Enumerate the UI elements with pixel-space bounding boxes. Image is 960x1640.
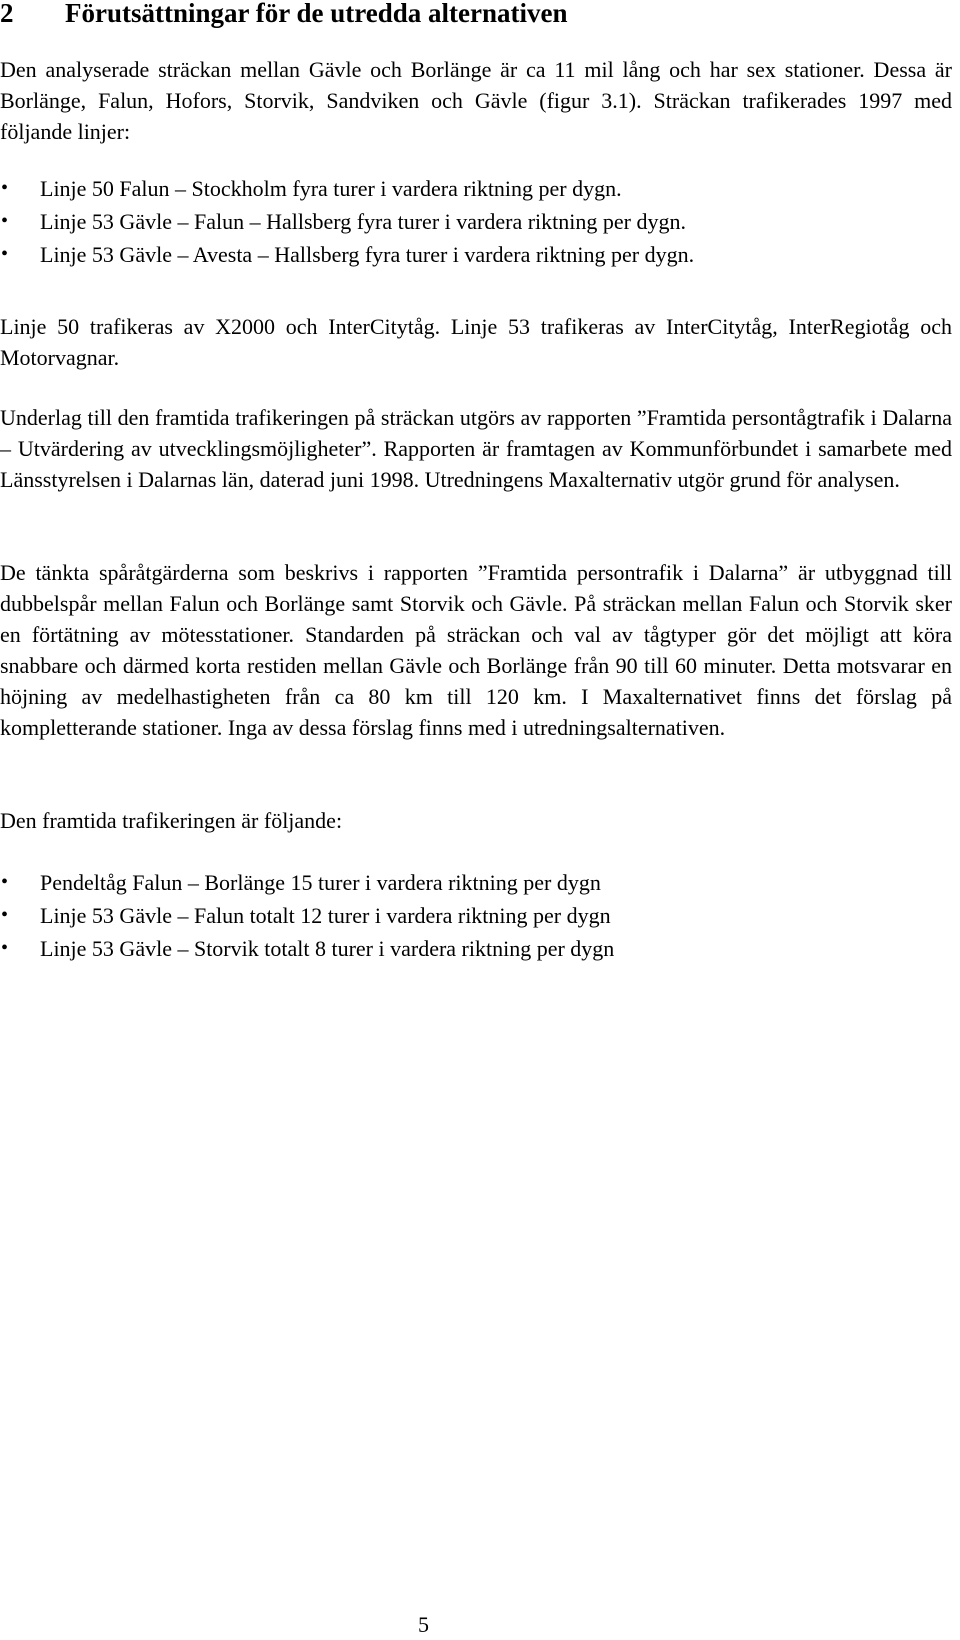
intro-paragraph: Den analyserade sträckan mellan Gävle och Borlänge är ca 11 mil lång och har sex stationer. Dessa är Borlänge, Falun, Hofors, Storvik, Sandviken och Gävle (figur 3.1). Sträckan trafikerades 1997 med följande linjer: xyxy=(0,57,952,144)
bullet-icon: • xyxy=(1,937,9,959)
measures-paragraph: De tänkta spåråtgärderna som beskrivs i rapporten ”Framtida persontrafik i Dalarna” är utbyggnad till dubbelspår mellan Falun och Borlänge samt Storvik och Gävle. På sträckan mellan Falun och Storvik sker en förtätning av mötesstationer. Standarden på sträckan och val av tågtyper gör det möjligt att köra snabbare och därmed korta restiden mellan Gävle och Borlänge från 90 till 60 minuter. Detta motsvarar en höjning av medelhastigheten från ca 80 km till 120 km. I Maxalternativet finns det förslag på kompletterande stationer. Inga av dessa förslag finns med i utredningsalternativen. xyxy=(0,560,952,740)
section-number: 2 xyxy=(0,0,14,28)
lines-1997-list xyxy=(0,172,940,271)
list-item xyxy=(0,932,940,965)
bullet-icon: • xyxy=(1,177,9,199)
section-title: Förutsättningar för de utredda alternativen xyxy=(65,0,568,28)
list-item-text: Linje 53 Gävle – Falun – Hallsberg fyra turer i vardera riktning per dygn. xyxy=(40,209,686,234)
future-lines-list xyxy=(0,866,940,965)
list-item-text: Linje 53 Gävle – Avesta – Hallsberg fyra turer i vardera riktning per dygn. xyxy=(40,242,695,267)
list-item-text: Linje 53 Gävle – Storvik totalt 8 turer i vardera riktning per dygn xyxy=(40,936,615,961)
list-item xyxy=(0,205,940,238)
bullet-icon: • xyxy=(1,904,9,926)
list-item-text: Pendeltåg Falun – Borlänge 15 turer i vardera riktning per dygn xyxy=(40,870,601,895)
list-item xyxy=(0,172,940,205)
list-item xyxy=(0,238,940,271)
bullet-icon: • xyxy=(1,243,9,265)
basis-paragraph: Underlag till den framtida trafikeringen på sträckan utgörs av rapporten ”Framtida persontågtrafik i Dalarna – Utvärdering av utvecklingsmöjligheter”. Rapporten är framtagen av Kommunförbundet i samarbete med Länsstyrelsen i Dalarnas län, daterad juni 1998. Utredningens Maxalternativ utgör grund för analysen. xyxy=(0,405,952,492)
bullet-icon: • xyxy=(1,210,9,232)
list-item-text: Linje 53 Gävle – Falun totalt 12 turer i vardera riktning per dygn xyxy=(40,903,611,928)
list-item-text: Linje 50 Falun – Stockholm fyra turer i vardera riktning per dygn. xyxy=(40,176,622,201)
section-heading xyxy=(0,0,940,30)
bullet-icon: • xyxy=(1,871,9,893)
list-item xyxy=(0,866,940,899)
list-item xyxy=(0,899,940,932)
page-number: 5 xyxy=(418,1612,429,1637)
traffic-note-paragraph: Linje 50 trafikeras av X2000 och InterCitytåg. Linje 53 trafikeras av InterCitytåg, InterRegiotåg och Motorvagnar. xyxy=(0,314,952,370)
future-intro-paragraph: Den framtida trafikeringen är följande: xyxy=(0,808,343,833)
